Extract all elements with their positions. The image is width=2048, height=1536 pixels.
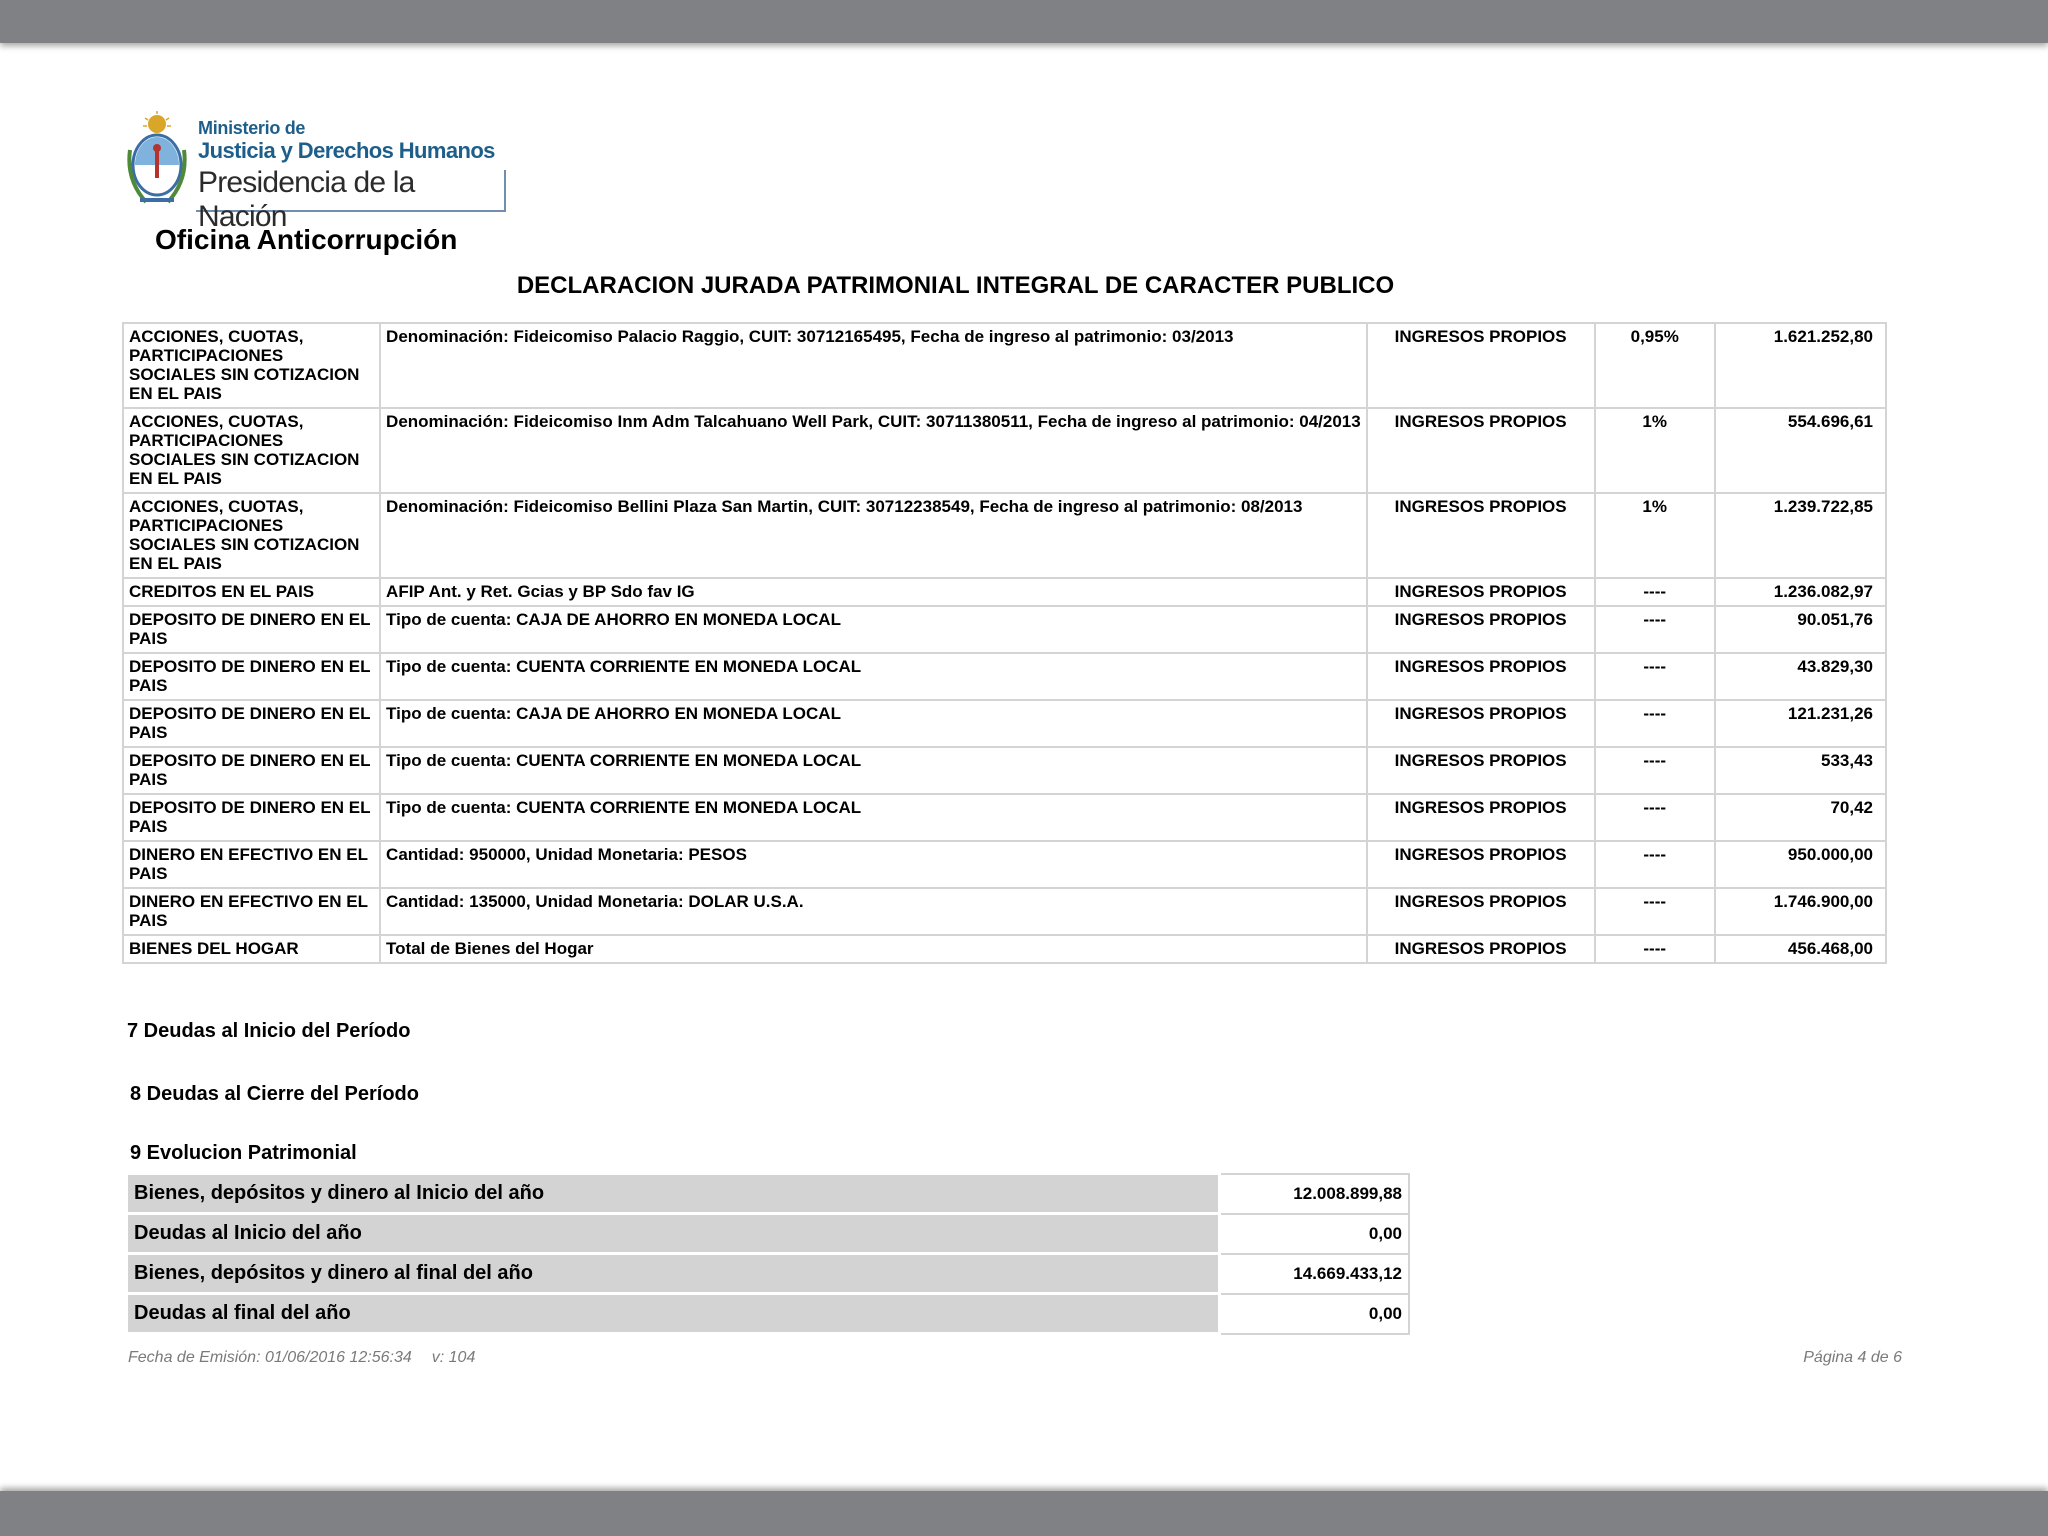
viewer-top-bar bbox=[0, 0, 2048, 43]
asset-percent: 1% bbox=[1595, 493, 1715, 578]
asset-percent: 0,95% bbox=[1595, 323, 1715, 408]
asset-description: Tipo de cuenta: CUENTA CORRIENTE EN MONEDA LOCAL bbox=[380, 653, 1367, 700]
asset-description: Tipo de cuenta: CAJA DE AHORRO EN MONEDA LOCAL bbox=[380, 700, 1367, 747]
evolution-value: 0,00 bbox=[1220, 1214, 1410, 1254]
table-row bbox=[123, 493, 1886, 578]
section-evolution: 9 Evolucion Patrimonial bbox=[130, 1142, 357, 1164]
table-row bbox=[123, 794, 1886, 841]
asset-description: Cantidad: 950000, Unidad Monetaria: PESOS bbox=[380, 841, 1367, 888]
evolution-label: Bienes, depósitos y dinero al final del año bbox=[127, 1254, 1220, 1294]
asset-origin: INGRESOS PROPIOS bbox=[1367, 794, 1595, 841]
table-row bbox=[123, 747, 1886, 794]
asset-origin: INGRESOS PROPIOS bbox=[1367, 578, 1595, 606]
table-row bbox=[127, 1294, 1410, 1334]
ministry-logo bbox=[126, 108, 506, 233]
viewer-bottom-bar bbox=[0, 1491, 2048, 1536]
asset-category: DEPOSITO DE DINERO EN EL PAIS bbox=[123, 747, 380, 794]
asset-category: DINERO EN EFECTIVO EN EL PAIS bbox=[123, 841, 380, 888]
table-row bbox=[123, 888, 1886, 935]
asset-amount: 90.051,76 bbox=[1715, 606, 1886, 653]
asset-amount: 1.236.082,97 bbox=[1715, 578, 1886, 606]
asset-description: Tipo de cuenta: CUENTA CORRIENTE EN MONEDA LOCAL bbox=[380, 747, 1367, 794]
asset-origin: INGRESOS PROPIOS bbox=[1367, 747, 1595, 794]
asset-percent: ---- bbox=[1595, 888, 1715, 935]
asset-description: Tipo de cuenta: CAJA DE AHORRO EN MONEDA LOCAL bbox=[380, 606, 1367, 653]
asset-percent: ---- bbox=[1595, 794, 1715, 841]
section-debts-start: 7 Deudas al Inicio del Período bbox=[127, 1020, 411, 1042]
asset-amount: 1.239.722,85 bbox=[1715, 493, 1886, 578]
asset-origin: INGRESOS PROPIOS bbox=[1367, 841, 1595, 888]
office-name: Oficina Anticorrupción bbox=[155, 224, 458, 255]
table-row bbox=[123, 841, 1886, 888]
asset-description: AFIP Ant. y Ret. Gcias y BP Sdo fav IG bbox=[380, 578, 1367, 606]
asset-amount: 70,42 bbox=[1715, 794, 1886, 841]
asset-amount: 533,43 bbox=[1715, 747, 1886, 794]
table-row bbox=[123, 700, 1886, 747]
asset-category: BIENES DEL HOGAR bbox=[123, 935, 380, 963]
document-title: DECLARACION JURADA PATRIMONIAL INTEGRAL DE CARACTER PUBLICO bbox=[516, 272, 1395, 299]
asset-amount: 1.746.900,00 bbox=[1715, 888, 1886, 935]
assets-table bbox=[122, 322, 1887, 964]
evolution-value: 12.008.899,88 bbox=[1220, 1174, 1410, 1214]
section-debts-end: 8 Deudas al Cierre del Período bbox=[130, 1083, 419, 1105]
asset-category: DEPOSITO DE DINERO EN EL PAIS bbox=[123, 653, 380, 700]
asset-percent: ---- bbox=[1595, 841, 1715, 888]
asset-category: DEPOSITO DE DINERO EN EL PAIS bbox=[123, 700, 380, 747]
table-row bbox=[123, 578, 1886, 606]
asset-amount: 1.621.252,80 bbox=[1715, 323, 1886, 408]
asset-category: CREDITOS EN EL PAIS bbox=[123, 578, 380, 606]
logo-ministry-line: Ministerio de bbox=[198, 118, 306, 138]
table-row bbox=[123, 606, 1886, 653]
table-row bbox=[127, 1254, 1410, 1294]
table-row bbox=[127, 1174, 1410, 1214]
emission-date: Fecha de Emisión: 01/06/2016 12:56:34 bbox=[128, 1349, 412, 1366]
emission-info bbox=[128, 1349, 475, 1367]
asset-description: Denominación: Fideicomiso Bellini Plaza San Martin, CUIT: 30712238549, Fecha de ingreso al patrimonio: 08/2013 bbox=[380, 493, 1367, 578]
table-row bbox=[123, 323, 1886, 408]
evolution-value: 0,00 bbox=[1220, 1294, 1410, 1334]
version-label: v: 104 bbox=[431, 1349, 476, 1366]
evolution-value: 14.669.433,12 bbox=[1220, 1254, 1410, 1294]
asset-percent: ---- bbox=[1595, 578, 1715, 606]
asset-percent: ---- bbox=[1595, 653, 1715, 700]
table-row bbox=[127, 1214, 1410, 1254]
asset-origin: INGRESOS PROPIOS bbox=[1367, 888, 1595, 935]
asset-origin: INGRESOS PROPIOS bbox=[1367, 935, 1595, 963]
asset-percent: ---- bbox=[1595, 747, 1715, 794]
asset-amount: 950.000,00 bbox=[1715, 841, 1886, 888]
table-row bbox=[123, 653, 1886, 700]
asset-origin: INGRESOS PROPIOS bbox=[1367, 606, 1595, 653]
table-row bbox=[123, 408, 1886, 493]
asset-category: DEPOSITO DE DINERO EN EL PAIS bbox=[123, 794, 380, 841]
asset-category: DEPOSITO DE DINERO EN EL PAIS bbox=[123, 606, 380, 653]
asset-description: Denominación: Fideicomiso Inm Adm Talcahuano Well Park, CUIT: 30711380511, Fecha de ingreso al patrimonio: 04/2013 bbox=[380, 408, 1367, 493]
asset-amount: 121.231,26 bbox=[1715, 700, 1886, 747]
evolution-label: Deudas al final del año bbox=[127, 1294, 1220, 1334]
asset-percent: 1% bbox=[1595, 408, 1715, 493]
asset-percent: ---- bbox=[1595, 935, 1715, 963]
evolution-table bbox=[125, 1172, 1410, 1335]
asset-description: Denominación: Fideicomiso Palacio Raggio, CUIT: 30712165495, Fecha de ingreso al patrimonio: 03/2013 bbox=[380, 323, 1367, 408]
evolution-label: Deudas al Inicio del año bbox=[127, 1214, 1220, 1254]
asset-description: Tipo de cuenta: CUENTA CORRIENTE EN MONEDA LOCAL bbox=[380, 794, 1367, 841]
asset-percent: ---- bbox=[1595, 700, 1715, 747]
asset-origin: INGRESOS PROPIOS bbox=[1367, 408, 1595, 493]
asset-category: ACCIONES, CUOTAS, PARTICIPACIONES SOCIALES SIN COTIZACION EN EL PAIS bbox=[123, 493, 380, 578]
asset-origin: INGRESOS PROPIOS bbox=[1367, 700, 1595, 747]
asset-description: Cantidad: 135000, Unidad Monetaria: DOLAR U.S.A. bbox=[380, 888, 1367, 935]
asset-description: Total de Bienes del Hogar bbox=[380, 935, 1367, 963]
page-number: Página 4 de 6 bbox=[1803, 1349, 1902, 1366]
asset-category: DINERO EN EFECTIVO EN EL PAIS bbox=[123, 888, 380, 935]
coat-of-arms-icon bbox=[126, 110, 188, 210]
asset-category: ACCIONES, CUOTAS, PARTICIPACIONES SOCIALES SIN COTIZACION EN EL PAIS bbox=[123, 323, 380, 408]
asset-origin: INGRESOS PROPIOS bbox=[1367, 653, 1595, 700]
logo-ministry-name: Justicia y Derechos Humanos bbox=[198, 138, 495, 163]
asset-amount: 554.696,61 bbox=[1715, 408, 1886, 493]
asset-origin: INGRESOS PROPIOS bbox=[1367, 493, 1595, 578]
asset-amount: 456.468,00 bbox=[1715, 935, 1886, 963]
logo-presidency: Presidencia de la Nación bbox=[198, 166, 415, 233]
asset-origin: INGRESOS PROPIOS bbox=[1367, 323, 1595, 408]
asset-amount: 43.829,30 bbox=[1715, 653, 1886, 700]
table-row bbox=[123, 935, 1886, 963]
asset-category: ACCIONES, CUOTAS, PARTICIPACIONES SOCIALES SIN COTIZACION EN EL PAIS bbox=[123, 408, 380, 493]
asset-percent: ---- bbox=[1595, 606, 1715, 653]
evolution-label: Bienes, depósitos y dinero al Inicio del año bbox=[127, 1174, 1220, 1214]
